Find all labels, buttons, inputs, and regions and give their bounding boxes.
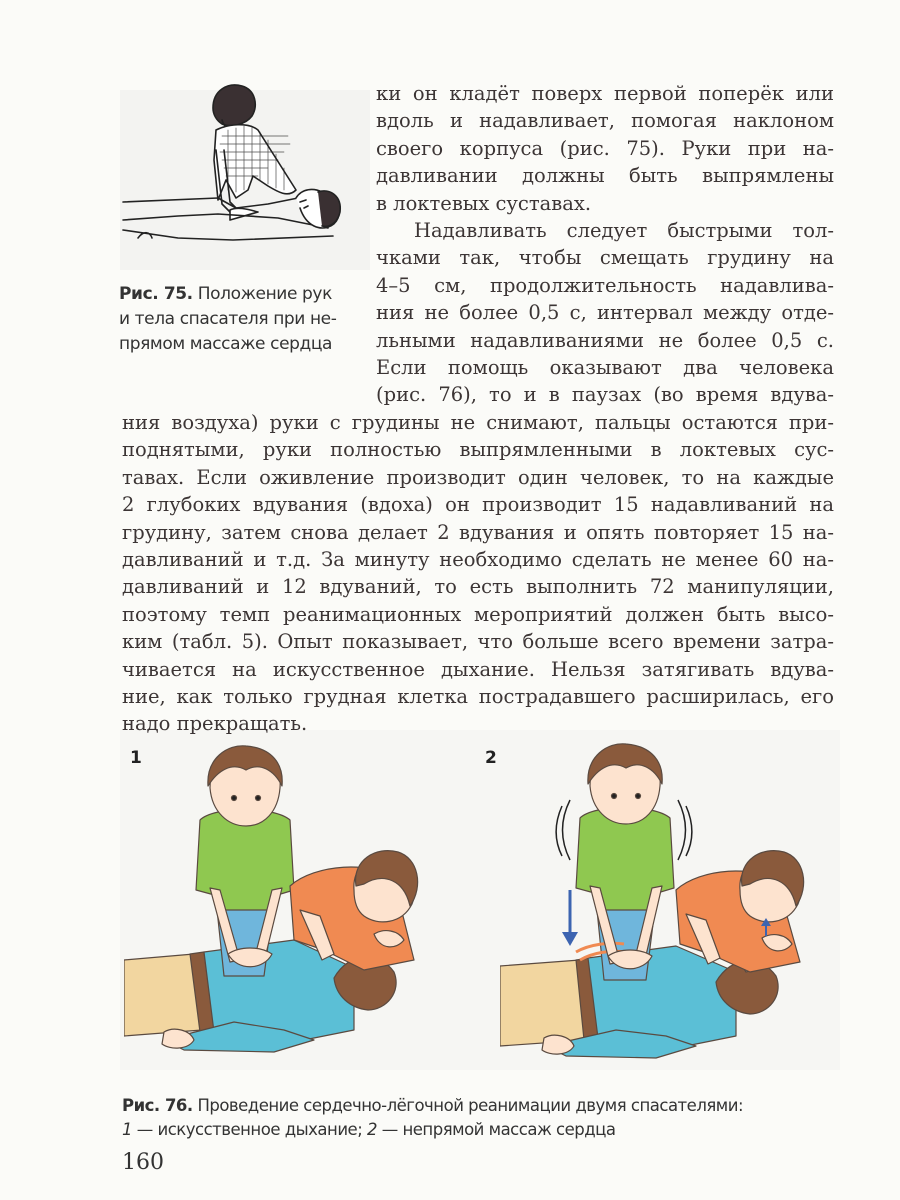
text-line: давливаний и т.д. За минуту необходимо сделать не менее 60 на- bbox=[122, 548, 834, 572]
text-line: Надавливать следует быстрыми тол- bbox=[414, 219, 834, 243]
paragraph-main bbox=[122, 409, 834, 738]
text-line: льными надавливаниями не более 0,5 с. bbox=[376, 328, 834, 352]
paragraph-continued bbox=[376, 80, 834, 409]
text-line: своего корпуса (рис. 75). Руки при на- bbox=[376, 136, 834, 160]
text-line: в локтевых суставах. bbox=[376, 191, 592, 215]
panel-number-2: 2 bbox=[485, 748, 497, 768]
caption-line: и тела спасателя при не- bbox=[119, 309, 337, 329]
text-line: ния не более 0,5 с, интервал между отде- bbox=[376, 301, 834, 325]
text-line: ким (табл. 5). Опыт показывает, что больше всего времени затра- bbox=[122, 630, 834, 654]
caption-line: прямом массаже сердца bbox=[119, 334, 333, 354]
figure-75-illustration bbox=[118, 80, 353, 255]
text-line: тавах. Если оживление производит один человек, то на каждые bbox=[122, 465, 834, 489]
text-line: грудину, затем снова делает 2 вдувания и опять повторяет 15 на- bbox=[122, 520, 834, 544]
caption-item-text: — искусственное дыхание; bbox=[132, 1120, 367, 1139]
caption-item-text: — непрямой массаж сердца bbox=[377, 1120, 616, 1139]
text-line: поднятыми, руки полностью выпрямленными в локтевых сус- bbox=[122, 438, 834, 462]
text-line: ния воздуха) руки с грудины не снимают, пальцы остаются при- bbox=[122, 411, 834, 434]
text-line: поэтому темп реанимационных мероприятий должен быть высо- bbox=[122, 602, 834, 626]
figure-76-caption bbox=[122, 1094, 822, 1142]
text-line: вдоль и надавливает, помогая наклоном bbox=[376, 109, 834, 133]
page-number: 160 bbox=[122, 1150, 164, 1175]
text-line: ки он кладёт поверх первой поперёк или bbox=[376, 82, 834, 105]
caption-line: Положение рук bbox=[197, 284, 332, 304]
figure-75-label: Рис. 75. bbox=[119, 284, 193, 304]
figure-76-label: Рис. 76. bbox=[122, 1096, 193, 1115]
text-line: Если помощь оказывают два человека bbox=[376, 356, 834, 380]
down-arrow-icon bbox=[562, 890, 578, 946]
caption-line: Проведение сердечно-лёгочной реанимации двумя спасателями: bbox=[197, 1096, 744, 1115]
caption-item-number: 2 bbox=[367, 1120, 377, 1139]
figure-76-panel-2-illustration bbox=[500, 740, 860, 1080]
text-line: чками так, чтобы смещать грудину на bbox=[376, 246, 834, 270]
caption-item-number: 1 bbox=[122, 1120, 132, 1139]
text-line: чивается на искусственное дыхание. Нельзя затягивать вдува- bbox=[122, 657, 834, 681]
figure-76-panel-1-illustration bbox=[124, 740, 480, 1080]
text-line: (рис. 76), то и в паузах (во время вдува- bbox=[376, 383, 834, 407]
text-line: 4–5 см, продолжительность надавлива- bbox=[376, 273, 834, 297]
text-line: давливании должны быть выпрямлены bbox=[376, 164, 834, 188]
text-line: надо прекращать. bbox=[122, 712, 308, 736]
text-line: давливаний и 12 вдуваний, то есть выполнить 72 манипуляции, bbox=[122, 575, 834, 599]
text-line: 2 глубоких вдувания (вдоха) он производит 15 надавливаний на bbox=[122, 493, 834, 517]
text-line: ние, как только грудная клетка пострадавшего расширилась, его bbox=[122, 685, 834, 709]
panel-number-1: 1 bbox=[130, 748, 142, 768]
figure-75-caption bbox=[119, 282, 359, 357]
